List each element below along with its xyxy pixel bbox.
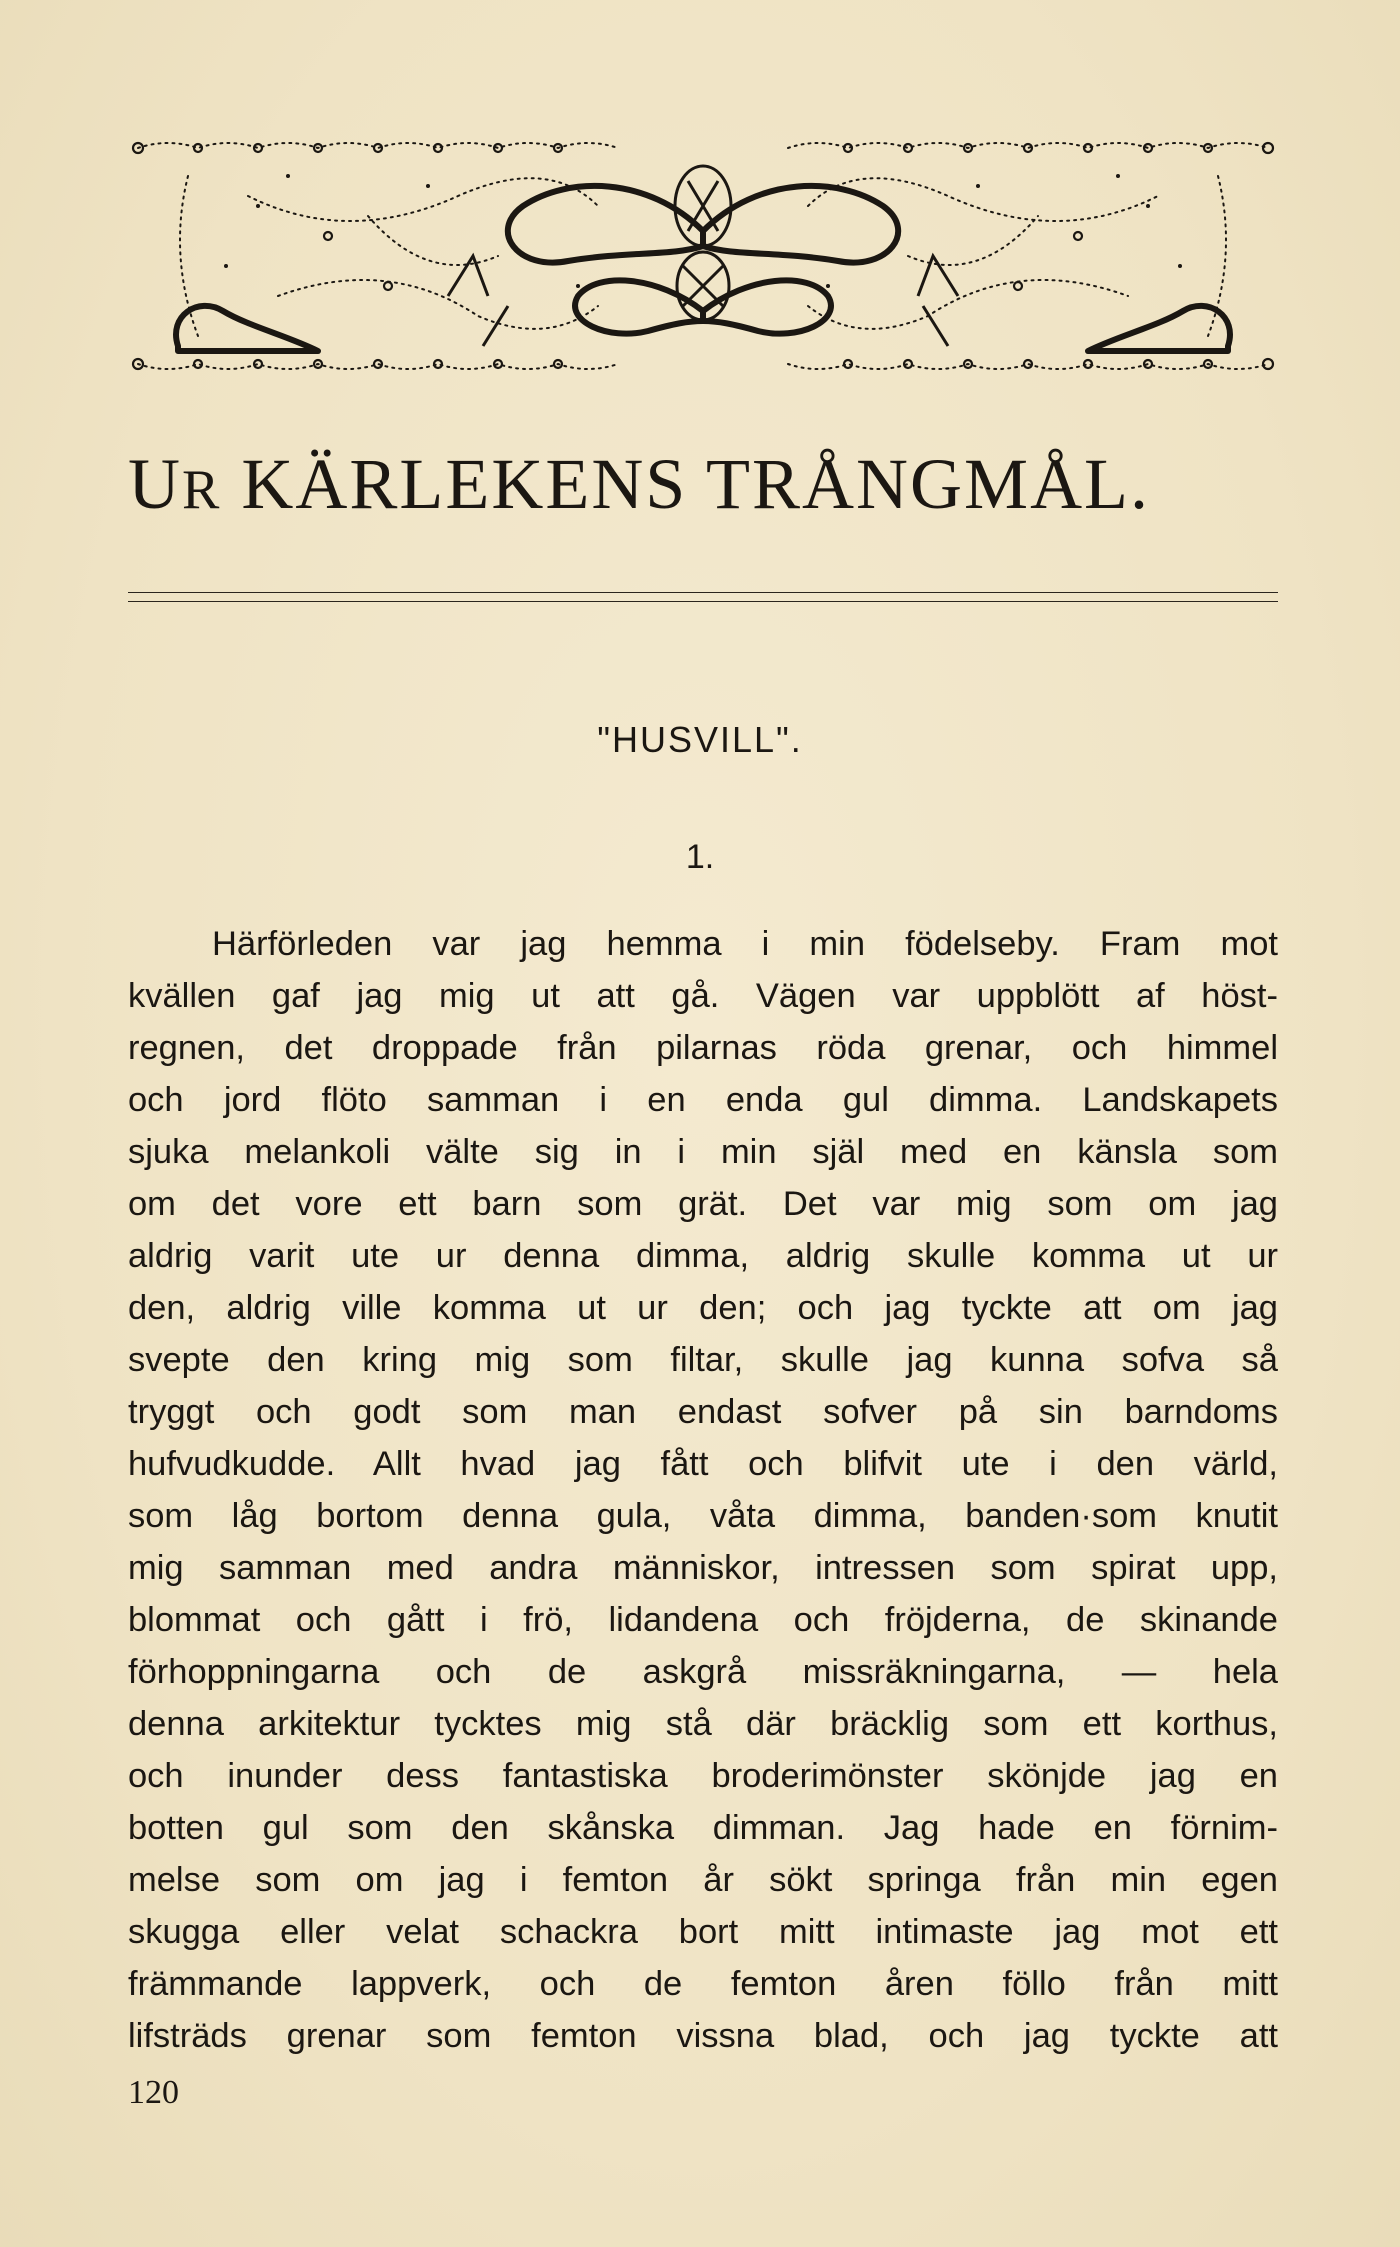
text-line: lifsträds grenar som femton vissna blad, och jag tyckte att: [128, 2017, 1278, 2055]
chapter-heading-rest: KÄRLEKENS TRÅNGMÅL.: [221, 444, 1151, 524]
chapter-heading-small-caps: R: [182, 459, 222, 521]
text-line: aldrig varit ute ur denna dimma, aldrig skulle komma ut ur: [128, 1237, 1278, 1275]
chapter-heading: [128, 444, 1278, 524]
text-line: kvällen gaf jag mig ut att gå. Vägen var uppblött af höst-: [128, 977, 1278, 1015]
body-text: [128, 918, 1278, 2062]
text-line: sjuka melankoli välte sig in i min själ med en känsla som: [128, 1133, 1278, 1171]
text-line: om det vore ett barn som grät. Det var mig som om jag: [128, 1185, 1278, 1223]
section-number: 1.: [685, 838, 715, 876]
chapter-heading-initial: U: [128, 444, 182, 524]
page-number: 120: [128, 2074, 179, 2111]
heading-rule-lower: [128, 601, 1278, 602]
decorative-header-ornament: [128, 136, 1278, 376]
text-line: och inunder dess fantastiska broderimönster skönjde jag en: [128, 1757, 1278, 1795]
text-line: tryggt och godt som man endast sofver på sin barndoms: [128, 1393, 1278, 1431]
text-line: hufvudkudde. Allt hvad jag fått och blifvit ute i den värld,: [128, 1445, 1278, 1483]
text-line: denna arkitektur tycktes mig stå där bräcklig som ett korthus,: [128, 1705, 1278, 1743]
text-line: Härförleden var jag hemma i min födelseby. Fram mot: [212, 925, 1278, 963]
text-line: skugga eller velat schackra bort mitt intimaste jag mot ett: [128, 1913, 1278, 1951]
text-line: melse som om jag i femton år sökt springa från min egen: [128, 1861, 1278, 1899]
text-line: främmande lappverk, och de femton åren föllo från mitt: [128, 1965, 1278, 2003]
text-line: förhoppningarna och de askgrå missräkningarna, — hela: [128, 1653, 1278, 1691]
text-line: blommat och gått i frö, lidandena och fröjderna, de skinande: [128, 1601, 1278, 1639]
text-line: regnen, det droppade från pilarnas röda grenar, och himmel: [128, 1029, 1278, 1067]
text-line: som låg bortom denna gula, våta dimma, banden·som knutit: [128, 1497, 1278, 1535]
text-line: mig samman med andra människor, intressen som spirat upp,: [128, 1549, 1278, 1587]
text-line: och jord flöto samman i en enda gul dimma. Landskapets: [128, 1081, 1278, 1119]
heading-rule-upper: [128, 592, 1278, 593]
text-line: svepte den kring mig som filtar, skulle jag kunna sofva så: [128, 1341, 1278, 1379]
text-line: den, aldrig ville komma ut ur den; och jag tyckte att om jag: [128, 1289, 1278, 1327]
section-title: "HUSVILL".: [597, 719, 803, 760]
text-line: botten gul som den skånska dimman. Jag hade en förnim-: [128, 1809, 1278, 1847]
